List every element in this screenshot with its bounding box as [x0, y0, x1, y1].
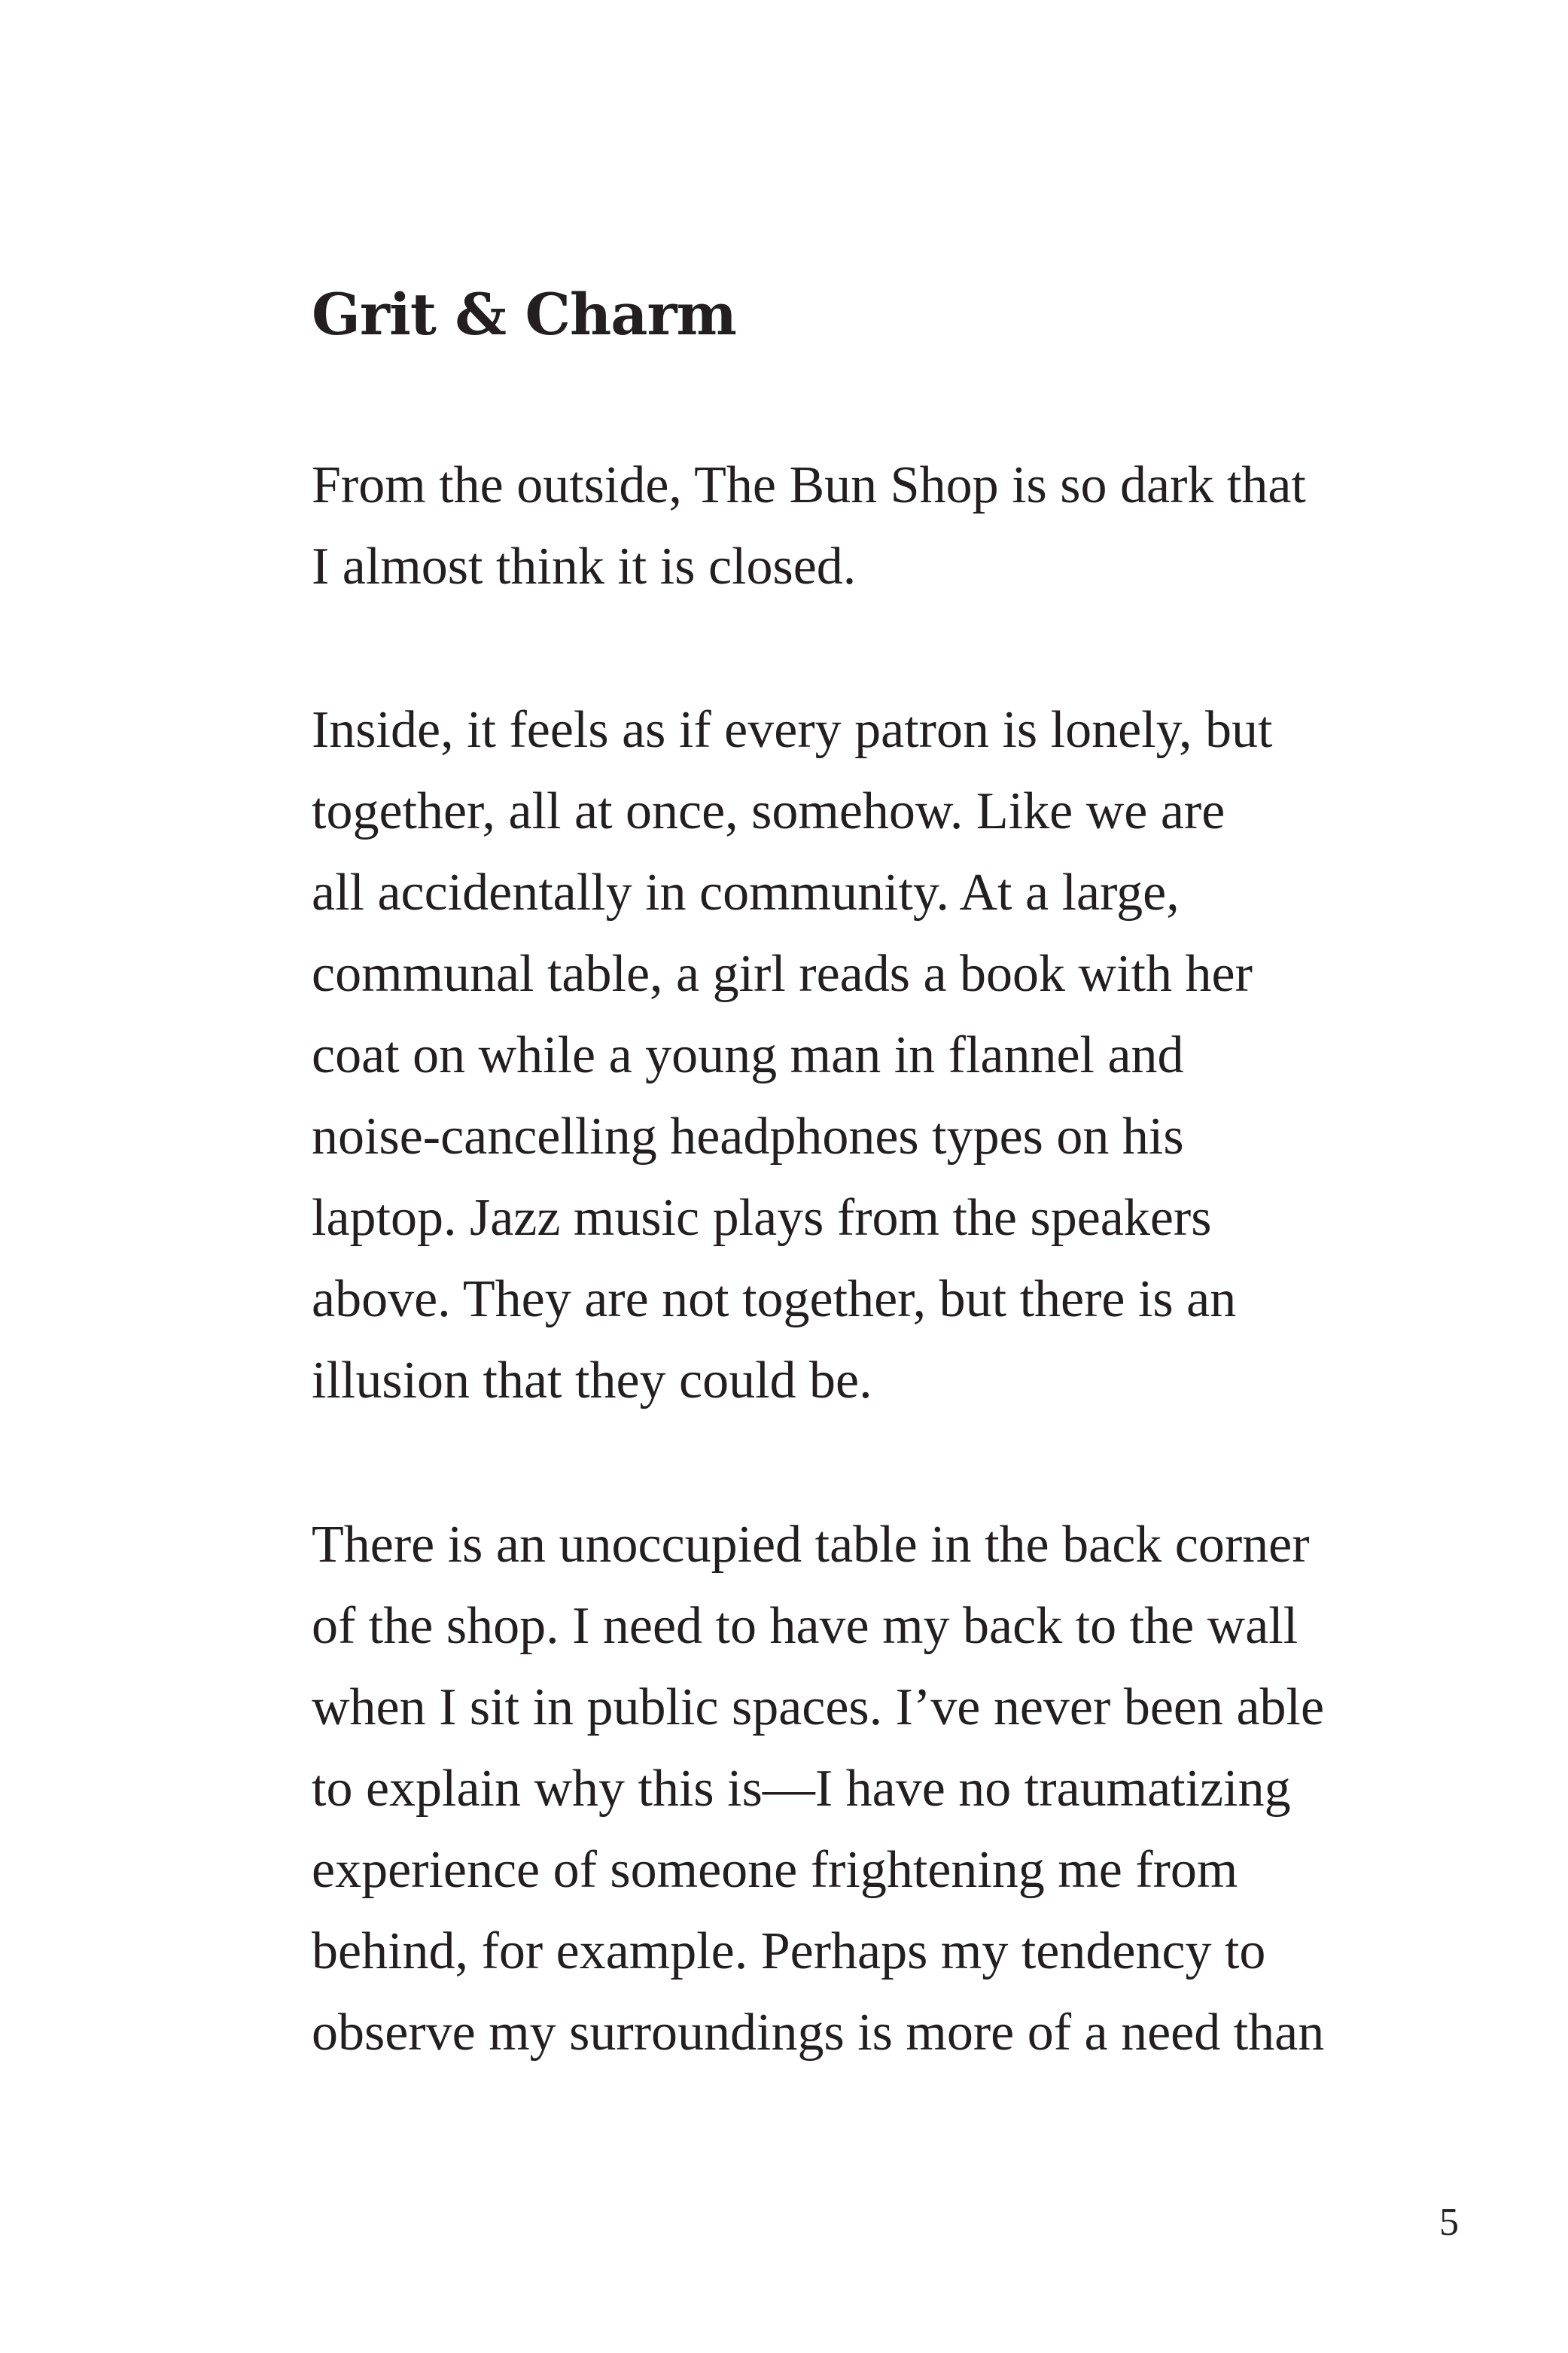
paragraph-line: to explain why this is—I have no traumatizing: [312, 1760, 1291, 1818]
paragraph-line: communal table, a girl reads a book with her: [312, 945, 1253, 1003]
paragraph-line: together, all at once, somehow. Like we are: [312, 782, 1225, 840]
paragraph-line: of the shop. I need to have my back to the wall: [312, 1597, 1299, 1655]
paragraph-line: From the outside, The Bun Shop is so dark that: [312, 456, 1306, 514]
paragraph-line: noise-cancelling headphones types on his: [312, 1108, 1184, 1166]
paragraph-line: all accidentally in community. At a large,: [312, 864, 1180, 922]
page-number: 5: [1439, 2201, 1459, 2244]
paragraph-line: I almost think it is closed.: [312, 538, 857, 596]
paragraph-line: behind, for example. Perhaps my tendency to: [312, 1922, 1266, 1980]
paragraph-line: laptop. Jazz music plays from the speakers: [312, 1189, 1212, 1247]
paragraph-line: Inside, it feels as if every patron is lonely, but: [312, 701, 1273, 759]
paragraph-line: coat on while a young man in flannel and: [312, 1026, 1184, 1084]
chapter-title: Grit & Charm: [312, 281, 736, 348]
paragraph-line: when I sit in public spaces. I’ve never been able: [312, 1678, 1325, 1736]
paragraph-line: illusion that they could be.: [312, 1352, 872, 1410]
paragraph-3: [312, 1504, 1324, 2074]
paragraph-1: [312, 445, 1306, 608]
paragraph-line: experience of someone frightening me from: [312, 1841, 1238, 1899]
paragraph-line: above. They are not together, but there is an: [312, 1270, 1237, 1328]
paragraph-2: [312, 690, 1273, 1422]
paragraph-line: observe my surroundings is more of a need than: [312, 2004, 1325, 2062]
paragraph-line: There is an unoccupied table in the back corner: [312, 1516, 1310, 1574]
